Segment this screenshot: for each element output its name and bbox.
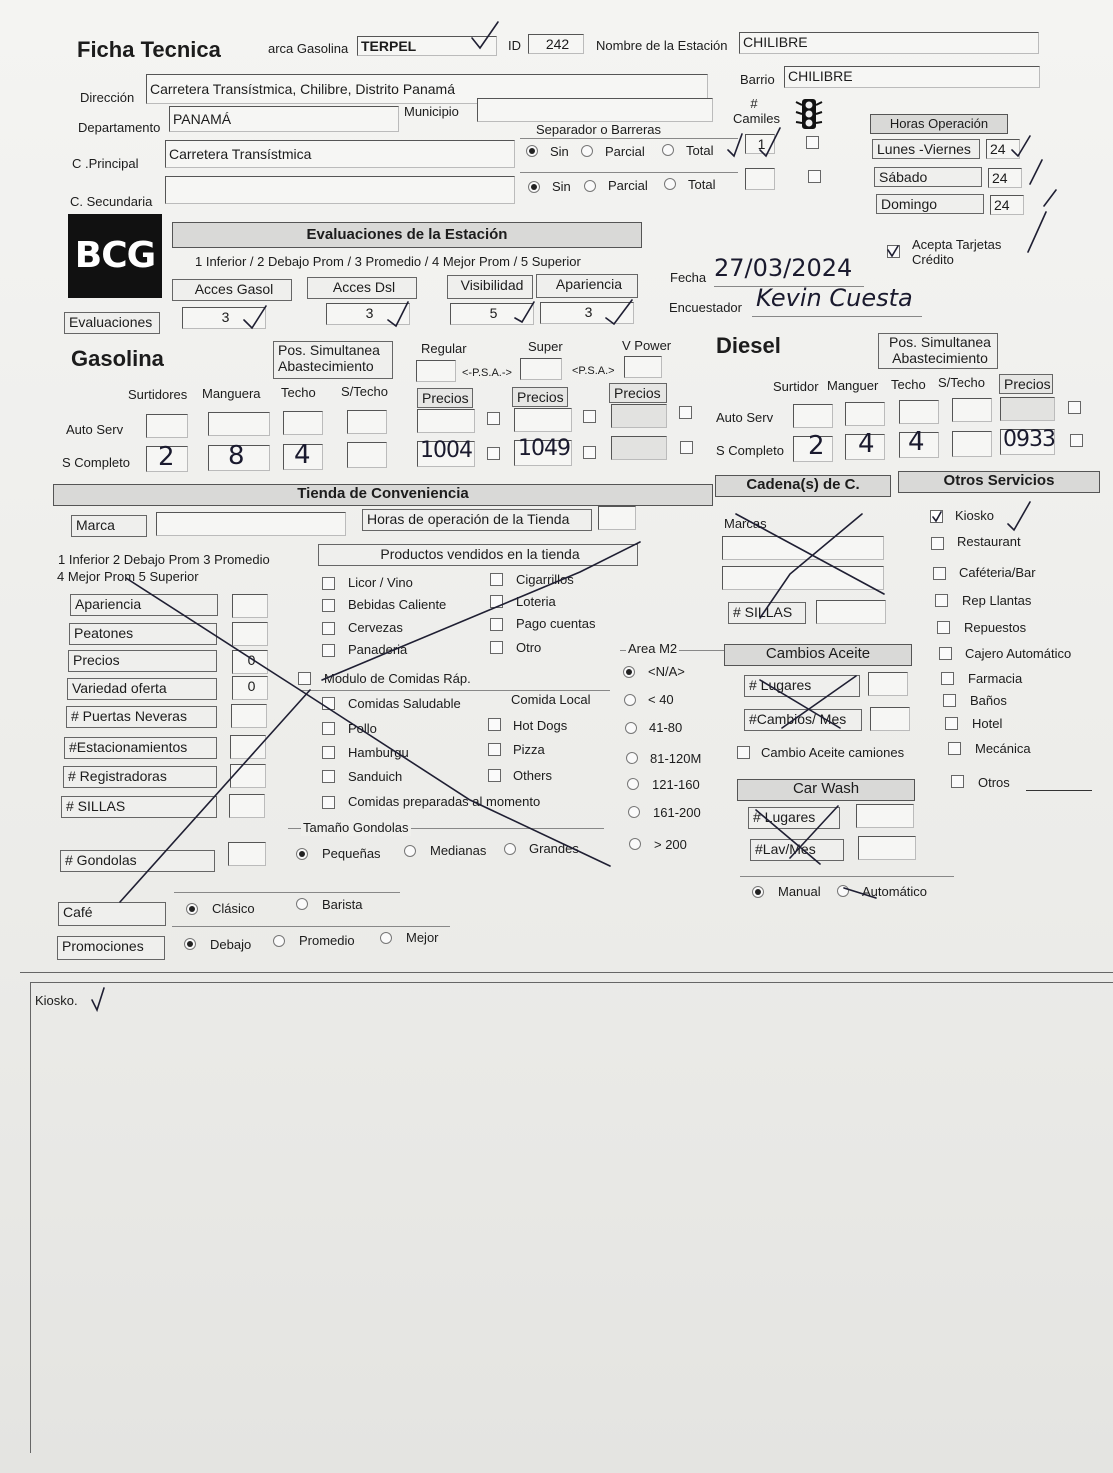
otros-otros-check[interactable] <box>951 775 964 788</box>
area-160-radio[interactable] <box>627 778 639 790</box>
traffic-check-2[interactable] <box>808 170 821 183</box>
otros-cajero-label: Cajero Automático <box>965 646 1072 661</box>
carwash-rule <box>740 876 954 877</box>
cafe-rule <box>174 892 400 893</box>
gas-completo-vpower-check[interactable] <box>680 441 693 454</box>
diesel-pos-label: Pos. Simultanea Abastecimiento <box>878 333 998 369</box>
area-40-radio[interactable] <box>624 694 636 706</box>
separador-title: Separador o Barreras <box>536 122 662 137</box>
gondola-medianas-label: Medianas <box>430 843 487 858</box>
comida-hamburgu-check[interactable] <box>322 746 335 759</box>
regular-psa-field[interactable] <box>416 360 456 382</box>
separador2-sin-label: Sin <box>552 179 571 194</box>
rating-registradoras-field[interactable] <box>230 764 266 788</box>
carwash-manual-label: Manual <box>778 884 821 899</box>
gas-completo-surtidores: 2 <box>158 442 175 472</box>
separador1-total-radio[interactable] <box>662 144 674 156</box>
barrio-field[interactable]: CHILIBRE <box>784 66 1040 88</box>
comida-hotdogs-label: Hot Dogs <box>513 718 568 733</box>
separador1-sin-radio[interactable] <box>526 145 538 157</box>
tienda-scale-1: 1 Inferior 2 Debajo Prom 3 Promedio <box>58 552 270 567</box>
area-200-label: 161-200 <box>653 805 701 820</box>
dsl-completo-precio: 0933 <box>1003 427 1055 452</box>
gondolas-title: Tamaño Gondolas <box>303 820 409 835</box>
super-precios-label: Precios <box>512 387 568 407</box>
promo-debajo-label: Debajo <box>210 937 252 952</box>
evaluaciones-scale: 1 Inferior / 2 Debajo Prom / 3 Promedio / 4 Mejor Prom / 5 Superior <box>195 254 581 269</box>
area-80-label: 41-80 <box>649 720 683 735</box>
visibilidad-label: Visibilidad <box>447 275 533 299</box>
page-title: Ficha Tecnica <box>77 37 221 62</box>
comida-preparadas-label: Comidas preparadas al momento <box>348 794 541 809</box>
gas-col-techo: Techo <box>281 385 316 400</box>
area-200-radio[interactable] <box>628 806 640 818</box>
otros-banos-check[interactable] <box>943 694 956 707</box>
encuestador-value[interactable]: Kevin Cuesta <box>756 284 913 312</box>
carwash-manual-radio[interactable] <box>752 886 764 898</box>
gas-completo-stecho[interactable] <box>347 442 387 468</box>
comida-hamburgu-label: Hamburgu <box>348 745 409 760</box>
cadena-sillas-label: # SILLAS <box>728 602 806 624</box>
otros-restaurant-check[interactable] <box>931 537 944 550</box>
comida-preparadas-check[interactable] <box>322 796 335 809</box>
gas-completo-techo: 4 <box>294 440 311 470</box>
gas-completo-vpower[interactable] <box>611 436 667 460</box>
promo-rule <box>172 926 450 927</box>
horas-lunes-field[interactable]: 24 <box>986 139 1020 159</box>
rating-precios-field[interactable]: 0 <box>232 650 268 674</box>
separador1-parcial-label: Parcial <box>605 144 645 159</box>
promo-promedio-radio[interactable] <box>273 935 285 947</box>
bcg-logo: BCG <box>68 214 162 298</box>
gasolina-pos-label: Pos. Simultanea Abastecimiento <box>273 341 393 379</box>
modulo-check[interactable] <box>298 672 311 685</box>
aceite-camiones-check[interactable] <box>737 746 750 759</box>
otros-kiosko-check[interactable] <box>930 510 943 523</box>
carwash-lugares-field[interactable] <box>856 804 914 828</box>
rating-peatones-field[interactable] <box>232 622 268 646</box>
comida-saludable-check[interactable] <box>322 697 335 710</box>
rating-variedad-field[interactable]: 0 <box>232 676 268 700</box>
area-80-radio[interactable] <box>625 722 637 734</box>
traffic-light-icon <box>794 98 824 130</box>
prod-bebidas-label: Bebidas Caliente <box>348 597 447 612</box>
gas-auto-regular-check[interactable] <box>487 412 500 425</box>
psa-label-1: <-P.S.A.-> <box>462 367 512 379</box>
gondola-pequenas-radio[interactable] <box>296 848 308 860</box>
otros-otros-rule <box>1026 790 1092 791</box>
principal-label: C .Principal <box>72 156 139 171</box>
gas-col-surtidores: Surtidores <box>128 387 188 402</box>
dsl-col-surtidor: Surtidor <box>773 379 819 394</box>
municipio-field[interactable] <box>477 98 713 122</box>
area-more-label: > 200 <box>654 837 687 852</box>
prod-cigarrillos-check[interactable] <box>490 573 503 586</box>
gas-auto-label: Auto Serv <box>66 422 124 437</box>
prod-otro-check[interactable] <box>490 641 503 654</box>
comida-local-label: Comida Local <box>511 692 591 707</box>
prod-licor-label: Licor / Vino <box>348 575 413 590</box>
comida-others-label: Others <box>513 768 553 783</box>
notes-area[interactable] <box>30 982 1113 1453</box>
promo-promedio-label: Promedio <box>299 933 355 948</box>
marca-field[interactable]: TERPEL <box>357 36 497 56</box>
dsl-completo-stecho[interactable] <box>952 431 992 457</box>
otros-cafeteria-label: Caféteria/Bar <box>959 565 1036 580</box>
dsl-auto-precio[interactable] <box>1000 397 1055 421</box>
rating-sillas-field[interactable] <box>229 794 265 818</box>
fuel-vpower-label: V Power <box>622 338 672 353</box>
acces-dsl-label: Acces Dsl <box>307 277 417 299</box>
direccion-field[interactable]: Carretera Transístmica, Chilibre, Distrito Panamá <box>146 74 708 104</box>
separador2-parcial-label: Parcial <box>608 178 648 193</box>
comida-pizza-check[interactable] <box>488 743 501 756</box>
cadena-marcas-label: Marcas <box>724 516 767 531</box>
id-label: ID <box>508 38 521 53</box>
aceite-cambios-label: #Cambios/ Mes <box>744 709 862 731</box>
promo-label: Promociones <box>57 936 165 960</box>
dsl-completo-surtidor: 2 <box>808 431 825 461</box>
gas-auto-stecho[interactable] <box>347 410 387 434</box>
estacion-label: Nombre de la Estación <box>596 38 728 53</box>
rating-gondolas-label: # Gondolas <box>60 850 215 872</box>
otros-kiosko-label: Kiosko <box>955 508 995 523</box>
evaluaciones-title: Evaluaciones de la Estación <box>172 222 642 248</box>
dsl-completo-check[interactable] <box>1070 434 1083 447</box>
comida-others-check[interactable] <box>488 769 501 782</box>
separador-rule-1 <box>520 138 738 139</box>
modulo-rule <box>300 690 610 691</box>
comida-pizza-label: Pizza <box>513 742 545 757</box>
horas-sabado-label: Sábado <box>874 167 982 187</box>
acces-dsl-field[interactable]: 3 <box>326 303 410 325</box>
carwash-auto-label: Automático <box>862 884 928 899</box>
marca-label: arca Gasolina <box>268 41 349 56</box>
gondola-grandes-radio[interactable] <box>504 843 516 855</box>
cadena-marcas-field-1[interactable] <box>722 536 884 560</box>
area-160-label: 121-160 <box>652 777 700 792</box>
dsl-auto-stecho[interactable] <box>952 398 992 422</box>
gas-auto-regular[interactable] <box>417 409 475 433</box>
gas-completo-manguera: 8 <box>228 441 245 471</box>
vpower-precios-label: Precios <box>609 383 667 403</box>
encuestador-rule <box>752 316 922 317</box>
otros-banos-label: Baños <box>970 693 1007 708</box>
gondola-grandes-label: Grandes <box>529 841 579 856</box>
acces-gasol-label: Acces Gasol <box>172 279 292 301</box>
rating-puertas-label: # Puertas Neveras <box>66 706 217 728</box>
gas-auto-vpower[interactable] <box>611 404 667 428</box>
tienda-horas-label: Horas de operación de la Tienda <box>362 509 592 531</box>
rating-estacionamientos-label: #Estacionamientos <box>64 737 217 759</box>
carwash-auto-radio[interactable] <box>837 885 849 897</box>
principal-field[interactable]: Carretera Transístmica <box>165 140 515 168</box>
otros-mecanica-check[interactable] <box>948 742 961 755</box>
gas-completo-super-check[interactable] <box>583 446 596 459</box>
rating-puertas-field[interactable] <box>231 704 267 728</box>
prod-cervezas-check[interactable] <box>322 622 335 635</box>
separador2-parcial-radio[interactable] <box>584 180 596 192</box>
separador1-parcial-radio[interactable] <box>581 145 593 157</box>
modulo-label: Modulo de Comidas Ráp. <box>324 671 471 686</box>
dsl-col-techo: Techo <box>891 377 926 392</box>
carwash-lav-label: #Lav/Mes <box>750 839 844 861</box>
promo-mejor-radio[interactable] <box>380 932 392 944</box>
gas-completo-super: 1049 <box>518 436 570 461</box>
aceite-camiones-label: Cambio Aceite camiones <box>761 745 905 760</box>
tarjetas-check[interactable] <box>887 245 900 258</box>
otros-mecanica-label: Mecánica <box>975 741 1031 756</box>
rating-apariencia-field[interactable] <box>232 594 268 618</box>
dsl-col-precios: Precios <box>999 374 1053 394</box>
visibilidad-field[interactable]: 5 <box>450 303 534 325</box>
prod-otro-label: Otro <box>516 640 542 655</box>
aceite-lugares-field[interactable] <box>868 672 908 696</box>
gas-auto-techo[interactable] <box>283 411 323 435</box>
camiles-field-2[interactable] <box>745 168 775 190</box>
otros-hotel-check[interactable] <box>945 717 958 730</box>
dsl-completo-label: S Completo <box>716 443 784 458</box>
cafe-label: Café <box>58 902 166 926</box>
notes-text: Kiosko. <box>35 993 78 1008</box>
separador2-sin-radio[interactable] <box>528 181 540 193</box>
direccion-label: Dirección <box>80 90 135 105</box>
comida-sanduich-check[interactable] <box>322 770 335 783</box>
dsl-auto-surtidor[interactable] <box>793 404 833 428</box>
otros-repuestos-label: Repuestos <box>964 620 1027 635</box>
otros-otros-label: Otros <box>978 775 1010 790</box>
rating-gondolas-field[interactable] <box>228 842 266 866</box>
secundaria-field[interactable] <box>165 176 515 204</box>
horas-domingo-label: Domingo <box>876 194 984 214</box>
traffic-check-1[interactable] <box>806 136 819 149</box>
otros-cajero-check[interactable] <box>939 647 952 660</box>
horas-domingo-field[interactable]: 24 <box>990 195 1024 215</box>
super-psa-field[interactable] <box>520 358 562 380</box>
rating-apariencia-label: Apariencia <box>70 594 218 616</box>
carwash-lugares-label: # Lugares <box>748 807 840 829</box>
area-more-radio[interactable] <box>629 838 641 850</box>
notes-top-rule <box>20 972 1113 973</box>
cadena-sillas-field[interactable] <box>816 600 886 624</box>
gas-auto-vpower-check[interactable] <box>679 406 692 419</box>
otros-llantas-label: Rep Llantas <box>962 593 1032 608</box>
horas-sabado-field[interactable]: 24 <box>988 168 1022 188</box>
cadena-title: Cadena(s) de C. <box>715 475 891 497</box>
fecha-value[interactable]: 27/03/2024 <box>714 254 853 282</box>
prod-cigarrillos-label: Cigarrillos <box>516 572 574 587</box>
prod-cervezas-label: Cervezas <box>348 620 403 635</box>
otros-restaurant-label: Restaurant <box>957 534 1021 549</box>
gas-col-manguera: Manguera <box>202 386 261 401</box>
otros-farmacia-label: Farmacia <box>968 671 1023 686</box>
gas-auto-super[interactable] <box>514 408 572 432</box>
gas-completo-regular-check[interactable] <box>487 447 500 460</box>
dsl-completo-manguer: 4 <box>858 429 875 459</box>
prod-panaderia-label: Panaderia <box>348 642 408 657</box>
fecha-label: Fecha <box>670 270 707 285</box>
gas-col-stecho: S/Techo <box>341 384 388 399</box>
separador2-total-label: Total <box>688 177 716 192</box>
otros-cafeteria-check[interactable] <box>933 567 946 580</box>
secundaria-label: C. Secundaria <box>70 194 153 209</box>
promo-debajo-radio[interactable] <box>184 938 196 950</box>
tienda-scale-2: 4 Mejor Prom 5 Superior <box>57 569 199 584</box>
tienda-horas-field[interactable] <box>598 506 636 530</box>
diesel-title: Diesel <box>716 333 781 358</box>
otros-farmacia-check[interactable] <box>941 672 954 685</box>
barrio-label: Barrio <box>740 72 775 87</box>
area-40-label: < 40 <box>648 692 674 707</box>
gas-auto-manguera[interactable] <box>208 412 270 436</box>
dsl-col-manguer: Manguer <box>827 378 879 393</box>
tarjetas-label: Acepta Tarjetas Crédito <box>912 237 1002 267</box>
gas-completo-label: S Completo <box>62 455 130 470</box>
otros-repuestos-check[interactable] <box>937 621 950 634</box>
dsl-auto-label: Auto Serv <box>716 410 774 425</box>
comida-pollo-label: Pollo <box>348 721 377 736</box>
promo-mejor-label: Mejor <box>406 930 439 945</box>
aceite-cambios-field[interactable] <box>870 707 910 731</box>
gondola-pequenas-label: Pequeñas <box>322 846 381 861</box>
rating-registradoras-label: # Registradoras <box>63 766 217 788</box>
encuestador-label: Encuestador <box>669 300 742 315</box>
cadena-marcas-field-2[interactable] <box>722 566 884 590</box>
aceite-title: Cambios Aceite <box>724 644 912 666</box>
fuel-regular-label: Regular <box>421 341 467 356</box>
rating-sillas-label: # SILLAS <box>61 796 217 818</box>
gas-auto-surtidores[interactable] <box>146 414 188 438</box>
dsl-auto-manguer[interactable] <box>845 402 885 426</box>
aceite-lugares-label: # Lugares <box>744 675 860 697</box>
otros-title: Otros Servicios <box>898 471 1100 493</box>
prod-licor-check[interactable] <box>322 577 335 590</box>
comida-hotdogs-check[interactable] <box>488 718 501 731</box>
fuel-super-label: Super <box>528 339 563 354</box>
cafe-barista-label: Barista <box>322 897 363 912</box>
rating-precios-label: Precios <box>68 650 217 672</box>
dsl-completo-techo: 4 <box>908 427 925 457</box>
rating-estacionamientos-field[interactable] <box>230 735 266 759</box>
cafe-clasico-radio[interactable] <box>186 903 198 915</box>
comida-pollo-check[interactable] <box>322 722 335 735</box>
prod-panaderia-check[interactable] <box>322 644 335 657</box>
estacion-field[interactable]: CHILIBRE <box>739 32 1039 54</box>
area-120-label: 81-120M <box>650 751 702 766</box>
comida-saludable-label: Comidas Saludable <box>348 696 461 711</box>
productos-title: Productos vendidos en la tienda <box>318 544 638 566</box>
separador2-total-radio[interactable] <box>664 178 676 190</box>
dsl-auto-check[interactable] <box>1068 401 1081 414</box>
area-na-radio[interactable] <box>623 666 635 678</box>
cafe-clasico-label: Clásico <box>212 901 255 916</box>
camiles-field[interactable]: 1 <box>745 134 775 154</box>
vpower-psa-field[interactable] <box>624 356 662 378</box>
tienda-marca-field[interactable] <box>156 512 346 536</box>
separador1-sin-label: Sin <box>550 144 569 159</box>
otros-llantas-check[interactable] <box>935 594 948 607</box>
departamento-field[interactable]: PANAMÁ <box>169 106 399 132</box>
regular-precios-label: Precios <box>417 388 473 408</box>
dsl-auto-techo[interactable] <box>899 400 939 424</box>
horas-lunes-label: Lunes -Viernes <box>872 139 980 159</box>
rating-variedad-label: Variedad oferta <box>67 678 217 700</box>
prod-loteria-label: Loteria <box>516 594 556 609</box>
acces-gasol-field[interactable]: 3 <box>182 307 266 329</box>
area-title: Area M2 <box>628 641 678 656</box>
tienda-title: Tienda de Conveniencia <box>53 484 713 506</box>
municipio-label: Municipio <box>404 104 459 119</box>
psa-label-2: <P.S.A.> <box>572 365 615 377</box>
prod-pago-label: Pago cuentas <box>516 616 596 631</box>
carwash-lav-field[interactable] <box>858 836 916 860</box>
prod-loteria-check[interactable] <box>490 595 503 608</box>
tienda-marca-label: Marca <box>71 515 147 537</box>
horas-title: Horas Operación <box>870 114 1008 134</box>
apariencia-eval-field[interactable]: 3 <box>540 302 634 324</box>
gasolina-title: Gasolina <box>71 346 164 371</box>
cafe-barista-radio[interactable] <box>296 898 308 910</box>
gas-auto-super-check[interactable] <box>583 410 596 423</box>
otros-hotel-label: Hotel <box>972 716 1003 731</box>
gas-completo-regular: 1004 <box>420 438 472 463</box>
rating-peatones-label: Peatones <box>69 623 217 645</box>
separador-rule-2 <box>520 172 738 173</box>
apariencia-eval-label: Apariencia <box>536 274 638 298</box>
evaluaciones-label: Evaluaciones <box>64 312 160 334</box>
prod-bebidas-check[interactable] <box>322 599 335 612</box>
comida-sanduich-label: Sanduich <box>348 769 403 784</box>
area-120-radio[interactable] <box>626 752 638 764</box>
gondola-medianas-radio[interactable] <box>404 845 416 857</box>
id-field[interactable]: 242 <box>528 34 584 54</box>
camiles-label: # Camiles <box>733 96 780 126</box>
prod-pago-check[interactable] <box>490 618 503 631</box>
dsl-col-stecho: S/Techo <box>938 375 985 390</box>
separador1-total-label: Total <box>686 143 714 158</box>
carwash-title: Car Wash <box>737 779 915 801</box>
area-na-label: <N/A> <box>648 664 685 679</box>
departamento-label: Departamento <box>78 120 161 135</box>
